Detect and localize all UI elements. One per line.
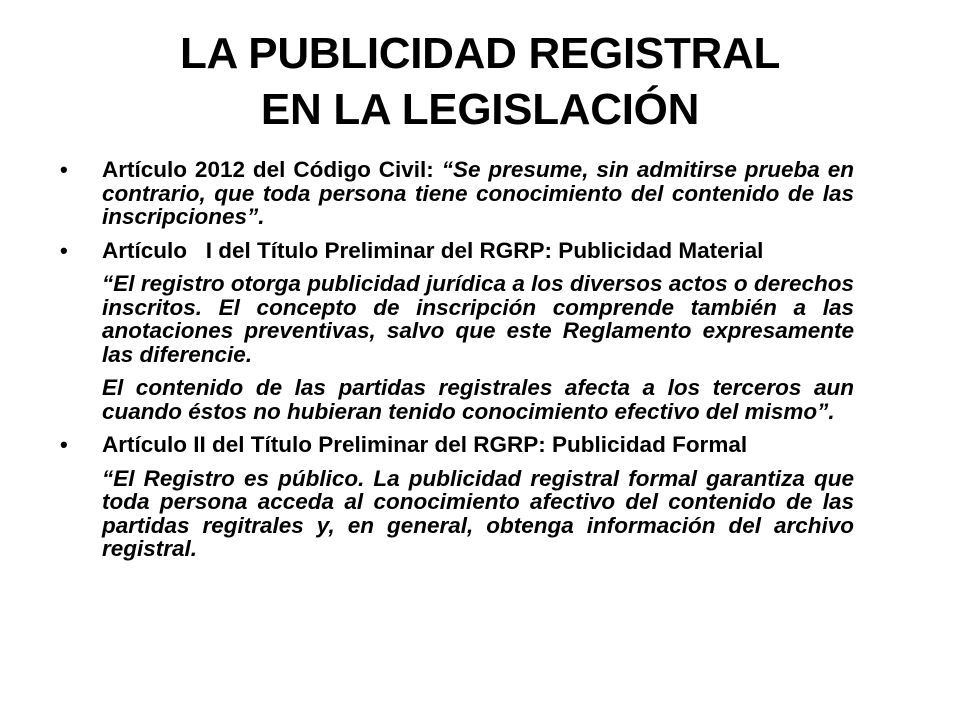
bullet-icon: • <box>60 157 68 182</box>
quote-paragraph: “El registro otorga publicidad jurídica a los diversos actos o derechos inscritos. El concepto de inscripción comprende también a las anotaciones preventivas, salvo que este Reglamento expresamente las diferencie. <box>102 271 854 367</box>
quote-paragraph: El contenido de las partidas registrales afecta a los terceros aun cuando éstos no hubieran tenido conocimiento efectivo del mismo”. <box>102 375 854 424</box>
bullet-item-article-i <box>60 239 854 263</box>
slide-title <box>0 26 960 138</box>
item-lead: Artículo 2012 del Código Civil: <box>102 157 442 182</box>
item-lead: Artículo II del Título Preliminar del RGRP: Publicidad Formal <box>102 432 748 457</box>
title-line-2: EN LA LEGISLACIÓN <box>260 85 700 134</box>
bullet-item-article-2012 <box>60 158 854 229</box>
slide-body <box>60 158 854 571</box>
title-line-1: LA PUBLICIDAD REGISTRAL <box>179 29 781 78</box>
bullet-item-article-ii <box>60 433 854 457</box>
bullet-icon: • <box>60 237 68 263</box>
item-quote: “Se presume, sin admitirse prueba en contrario, que toda persona tiene conocimiento del contenido de las inscripciones”. <box>102 157 854 229</box>
item-lead: Artículo I del Título Preliminar del RGRP: Publicidad Material <box>102 237 764 263</box>
bullet-icon: • <box>60 432 68 457</box>
quote-paragraph: “El Registro es público. La publicidad registral formal garantiza que toda persona acceda al conocimiento afectivo del contenido de las partidas regitrales y, en general, obtenga información del archivo registral. <box>102 465 854 561</box>
